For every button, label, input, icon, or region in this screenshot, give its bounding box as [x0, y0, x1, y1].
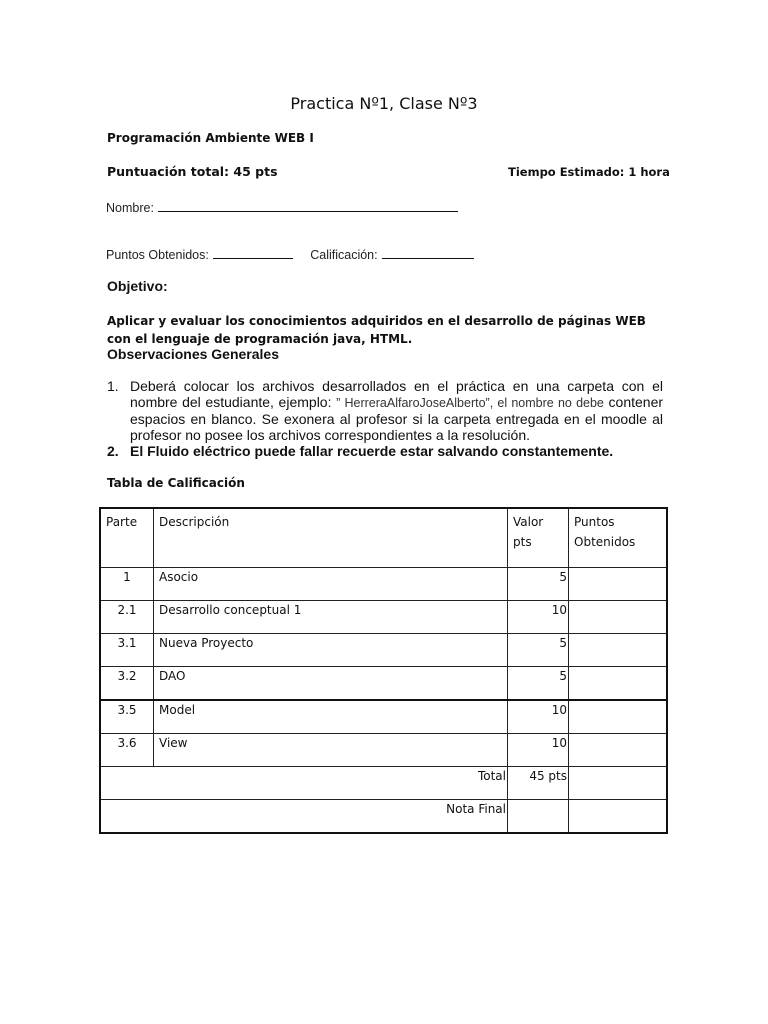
header-value-line1: Valor: [513, 515, 544, 529]
final-points[interactable]: [569, 800, 668, 834]
name-line: [158, 199, 458, 212]
page-title: Practica Nº1, Clase Nº3: [290, 94, 478, 113]
total-value: 45 pts: [508, 767, 569, 800]
cell-value: 10: [508, 700, 569, 734]
cell-value: 10: [508, 734, 569, 767]
table-row: [100, 634, 667, 667]
observation-text-a: Deberá colocar los archivos desarrollados en el práctica en una carpeta con el nombre del estudiante, ejemplo:: [130, 378, 663, 410]
header-value-line2: pts: [513, 535, 532, 549]
cell-points[interactable]: [569, 601, 668, 634]
cell-description: Asocio: [154, 568, 508, 601]
cell-part: 3.6: [100, 734, 154, 767]
cell-part: 3.2: [100, 667, 154, 701]
total-label: Total: [100, 767, 508, 800]
points-line[interactable]: [213, 246, 293, 259]
table-row: [100, 568, 667, 601]
observation-example: ” HerreraAlfaroJoseAlberto”, el nombre no debe: [336, 396, 604, 410]
cell-value: 5: [508, 634, 569, 667]
cell-description: Model: [154, 700, 508, 734]
cell-part: 3.1: [100, 634, 154, 667]
table-header-row: [100, 508, 667, 568]
cell-description: DAO: [154, 667, 508, 701]
observations-heading: Observaciones Generales: [107, 346, 279, 362]
observation-text-b: contener espacios en blanco. Se exonera al profesor si la carpeta entregada en el moodle al profesor no posee los archivos correspondientes a la resolución.: [130, 394, 664, 443]
header-description: Descripción: [154, 508, 508, 568]
final-label: Nota Final: [100, 800, 508, 834]
grade-label: Calificación:: [310, 248, 378, 262]
objective-heading: Objetivo:: [107, 278, 168, 294]
cell-part: 2.1: [100, 601, 154, 634]
grade-table: [99, 507, 668, 834]
grade-line[interactable]: [382, 246, 474, 259]
table-row: [100, 667, 667, 701]
cell-description: Desarrollo conceptual 1: [154, 601, 508, 634]
list-number: 1.: [107, 378, 119, 394]
table-caption: Tabla de Calificación: [107, 476, 245, 490]
total-row: [100, 767, 667, 800]
cell-value: 5: [508, 568, 569, 601]
objective-text: Aplicar y evaluar los conocimientos adquiridos en el desarrollo de páginas WEB con el lenguaje de programación java, HTML.: [107, 314, 646, 346]
cell-points[interactable]: [569, 667, 668, 701]
cell-points[interactable]: [569, 568, 668, 601]
final-row: [100, 800, 667, 834]
header-value: [508, 508, 569, 568]
header-points: [569, 508, 668, 568]
observations-list: [107, 378, 663, 459]
table-row: [100, 700, 667, 734]
total-score: Puntuación total: 45 pts: [107, 164, 278, 179]
name-field[interactable]: [106, 199, 458, 217]
cell-part: 1: [100, 568, 154, 601]
cell-description: Nueva Proyecto: [154, 634, 508, 667]
course-name: Programación Ambiente WEB I: [107, 131, 314, 145]
cell-value: 5: [508, 667, 569, 701]
cell-part: 3.5: [100, 700, 154, 734]
cell-points[interactable]: [569, 734, 668, 767]
header-part: Parte: [100, 508, 154, 568]
list-number: 2.: [107, 443, 119, 459]
score-fields: [106, 246, 474, 264]
list-item: [107, 378, 663, 443]
header-points-line1: Puntos: [574, 515, 615, 529]
estimated-time: Tiempo Estimado: 1 hora: [508, 165, 670, 179]
cell-points[interactable]: [569, 700, 668, 734]
cell-points[interactable]: [569, 634, 668, 667]
table-row: [100, 601, 667, 634]
header-points-line2: Obtenidos: [574, 535, 636, 549]
observation-text: El Fluido eléctrico puede fallar recuerde estar salvando constantemente.: [130, 443, 614, 459]
list-item: [107, 443, 663, 459]
points-label: Puntos Obtenidos:: [106, 248, 209, 262]
cell-description: View: [154, 734, 508, 767]
total-points[interactable]: [569, 767, 668, 800]
table-row: [100, 734, 667, 767]
final-value[interactable]: [508, 800, 569, 834]
cell-value: 10: [508, 601, 569, 634]
name-label: Nombre:: [106, 201, 154, 215]
